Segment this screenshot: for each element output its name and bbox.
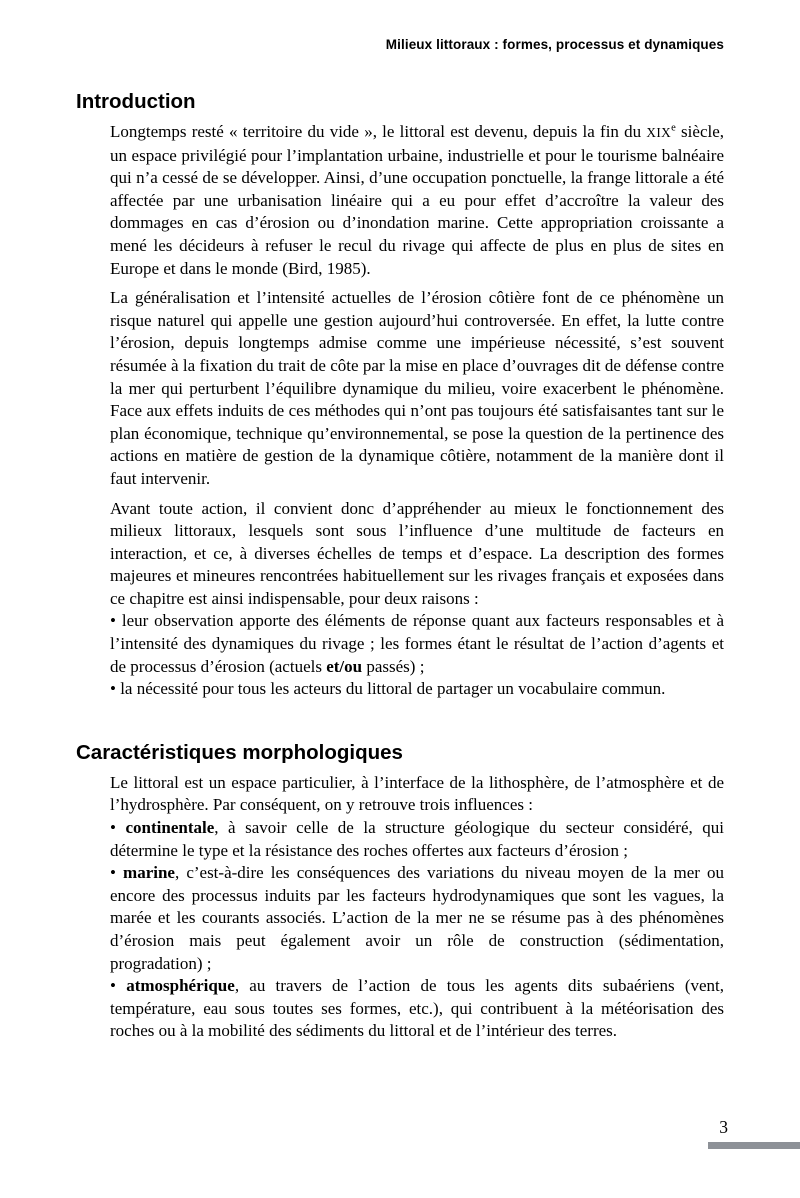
- bullet-marker: •: [110, 976, 127, 996]
- section-caracteristiques-morphologiques: [76, 741, 724, 1043]
- page-number: 3: [719, 1117, 728, 1137]
- bullet-lead-term: atmosphérique: [126, 976, 235, 996]
- paragraph-text: Longtemps resté « territoire du vide », le littoral est devenu, depuis la fin du: [110, 122, 647, 141]
- paragraph-text: siècle, un espace privilégié pour l’implantation urbaine, industrielle et pour le tourisme balnéaire qui n’a cessé de se développer. Ainsi, d’une occupation ponctuelle, la frange littorale a été affectée par une urbanisation linéaire qui a eu pour effet d’accroître la valeur des dommages en cas d’érosion ou d’inondation marine. Cette appropriation croissante a mené les décideurs à refuser le recul du rivage qui affecte de plus en plus de sites en Europe et dans le monde (Bird, 1985).: [110, 122, 725, 278]
- bullet-item-vocabulaire: [110, 678, 724, 701]
- bullet-item-continentale: [110, 817, 724, 862]
- bullet-text-emphasis: et/ou: [326, 656, 363, 676]
- bullet-marker: •: [110, 818, 126, 838]
- roman-numeral-century: XIX: [646, 125, 672, 140]
- bullet-marker: •: [110, 863, 124, 883]
- bullet-text: la nécessité pour tous les acteurs du littoral de partager un vocabulaire commun.: [120, 679, 666, 699]
- bullet-marker: •: [110, 679, 121, 699]
- paragraph-intro-1: [110, 121, 724, 280]
- bullet-text: , au travers de l’action de tous les agents dits subaériens (vent, température, eau sous toutes ses formes, etc.), qui contribuent à la météorisation des roches ou à la mobilité des sédiments du littoral et de l’intérieur des terres.: [110, 976, 724, 1041]
- bullet-text: , c’est-à-dire les conséquences des variations du niveau moyen de la mer ou encore des processus induits par les facteurs hydrodynamiques que sont les vagues, la marée et les courants associés. L’action de la mer ne se résume pas à des phénomènes d’érosion mais peut également avoir un rôle de construction (sédimentation, progradation) ;: [110, 863, 724, 973]
- bullet-lead-term: marine: [123, 863, 175, 883]
- bullet-item-observation: [110, 610, 724, 678]
- century-ordinal-suffix: e: [671, 122, 676, 134]
- section-heading-caracteristiques: Caractéristiques morphologiques: [76, 740, 403, 764]
- bullet-text: leur observation apporte des éléments de réponse quant aux facteurs responsables et à l’intensité des dynamiques du rivage ; les formes étant le résultat de l’action d’agents et de processus d’érosion (actuels: [110, 611, 724, 676]
- bullet-item-marine: [110, 862, 724, 975]
- introduction-body: [76, 121, 724, 701]
- paragraph-intro-2: La généralisation et l’intensité actuelles de l’érosion côtière font de ce phénomène un risque naturel qui appelle une gestion aujourd’hui controversée. En effet, la lutte contre l’érosion, depuis longtemps admise comme une impérieuse nécessité, s’est souvent résumée à la fixation du trait de côte par la mise en place d’ouvrages dit de défense contre la mer qui perturbent l’équilibre dynamique du milieu, voire exacerbent le phénomène. Face aux effets induits de ces méthodes qui n’ont pas toujours été satisfaisantes tant sur le plan économique, technique qu’environnemental, se pose la question de la pertinence des actions en matière de gestion de la dynamique côtière, notamment de la manière dont il faut intervenir.: [110, 288, 724, 488]
- bullet-text: passés) ;: [362, 656, 425, 676]
- bullet-item-atmospherique: [110, 975, 724, 1043]
- paragraph-morpho-1: Le littoral est un espace particulier, à l’interface de la lithosphère, de l’atmosphère et de l’hydrosphère. Par conséquent, on y retrouve trois influences :: [110, 772, 724, 815]
- paragraph-intro-3: Avant toute action, il convient donc d’appréhender au mieux le fonctionnement des milieux littoraux, lesquels sont sous l’influence d’une multitude de facteurs en interaction, et ce, à diverses échelles de temps et d’espace. La description des formes majeures et mineures rencontrées habituellement sur les rivages français et exposées dans ce chapitre est ainsi indispensable, pour deux raisons :: [110, 498, 724, 608]
- section-heading-introduction: Introduction: [76, 90, 196, 113]
- running-head: Milieux littoraux : formes, processus et dynamiques: [385, 37, 724, 52]
- bullet-text: , à savoir celle de la structure géologique du secteur considéré, qui détermine le type et la résistance des roches offertes aux facteurs d’érosion ;: [110, 818, 725, 860]
- bullet-lead-term: continentale: [125, 818, 215, 838]
- footer-bar: [708, 1142, 800, 1149]
- section-introduction: [76, 90, 724, 701]
- bullet-marker: •: [110, 611, 122, 631]
- morphologie-body: [76, 772, 724, 1043]
- page-content: [76, 90, 724, 1043]
